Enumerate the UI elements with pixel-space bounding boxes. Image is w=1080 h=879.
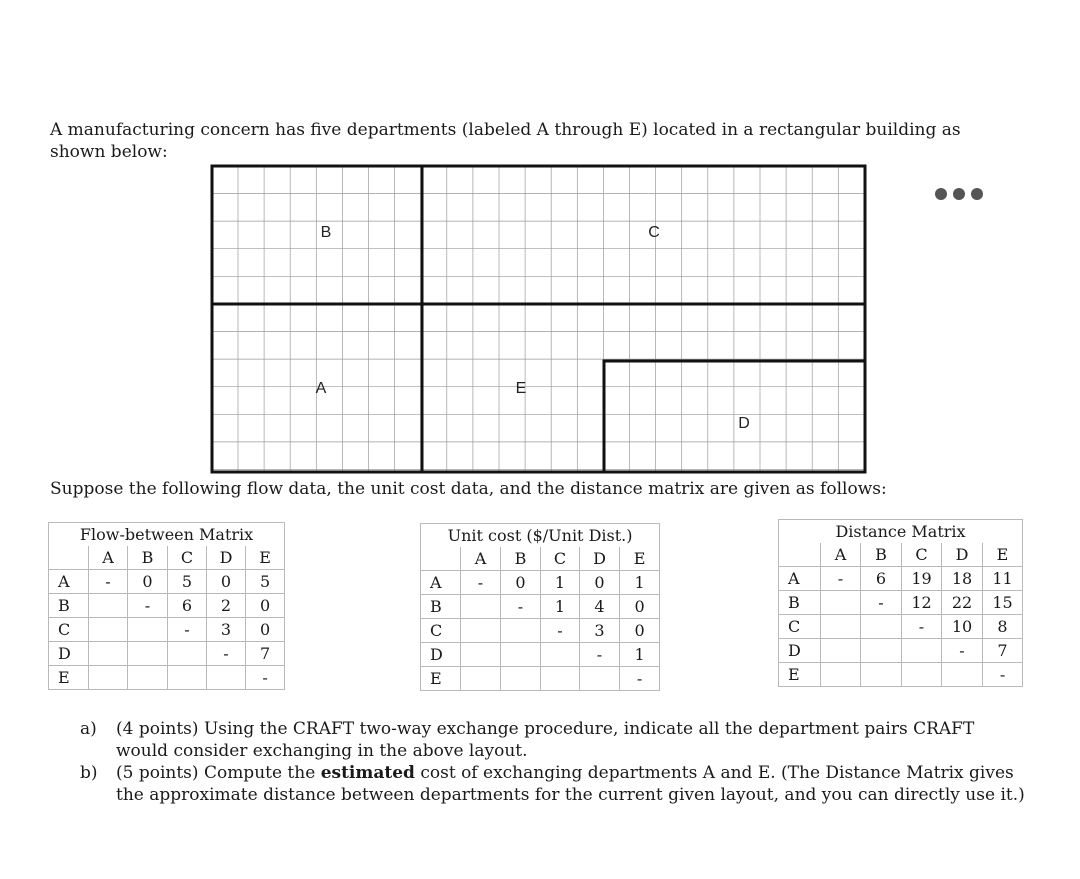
matrix-cell <box>89 618 128 642</box>
matrix-cell <box>902 663 942 687</box>
matrix-cell: 6 <box>168 594 207 618</box>
matrix-cell: 0 <box>246 618 285 642</box>
matrix-column-header: B <box>128 546 168 570</box>
matrix-row-header: A <box>421 571 461 595</box>
matrix-row-header: D <box>421 643 461 667</box>
matrix-cell: 3 <box>207 618 246 642</box>
matrix-cell <box>580 667 620 691</box>
matrix-cell: 1 <box>541 595 580 619</box>
matrix-row-header: C <box>49 618 89 642</box>
matrix-column-header: D <box>207 546 246 570</box>
matrix-row-header: E <box>421 667 461 691</box>
matrix-cell: 19 <box>902 567 942 591</box>
matrix-cell: 7 <box>246 642 285 666</box>
question-a-text: (4 points) Using the CRAFT two-way exchange procedure, indicate all the department pairs CRAFT would consider exchanging in the above layout. <box>116 719 975 761</box>
department-e-label: E <box>515 380 527 397</box>
matrix-cell: - <box>128 594 168 618</box>
matrix-row <box>421 595 660 619</box>
matrix-cell <box>541 643 580 667</box>
department-d-label: D <box>738 415 750 432</box>
matrix-cell: 0 <box>620 595 660 619</box>
matrix-cell: 12 <box>902 591 942 615</box>
matrix-cell <box>89 642 128 666</box>
matrix-column-header: A <box>89 546 128 570</box>
matrix-cell: 1 <box>620 643 660 667</box>
matrix-row-header: B <box>421 595 461 619</box>
matrix-corner-cell <box>779 543 821 567</box>
matrix-cell: 5 <box>246 570 285 594</box>
matrix-column-header: E <box>620 547 660 571</box>
matrix-cell: 0 <box>501 571 541 595</box>
department-b-label: B <box>320 224 332 241</box>
matrix-row-header: A <box>49 570 89 594</box>
matrix-cell: 4 <box>580 595 620 619</box>
matrix-row-header: A <box>779 567 821 591</box>
matrix-cell: - <box>580 643 620 667</box>
matrix-title: Distance Matrix <box>779 520 1023 544</box>
matrix-column-header: C <box>541 547 580 571</box>
matrix-cell <box>89 594 128 618</box>
matrix-cell: - <box>902 615 942 639</box>
matrix-column-header: A <box>461 547 501 571</box>
matrix-row-header: E <box>49 666 89 690</box>
matrix-cell <box>821 663 861 687</box>
matrix-column-header: B <box>861 543 902 567</box>
matrix-row <box>49 594 285 618</box>
matrix-row <box>421 667 660 691</box>
matrix-cell <box>128 642 168 666</box>
building-outline <box>212 166 865 472</box>
matrix-row <box>49 666 285 690</box>
matrix-column-header: C <box>902 543 942 567</box>
matrix-cell: - <box>942 639 983 663</box>
boundary-department-d <box>604 361 865 472</box>
distance-matrix-table <box>778 519 1023 687</box>
matrix-cell: 10 <box>942 615 983 639</box>
matrix-cell: 1 <box>541 571 580 595</box>
matrix-column-header: E <box>246 546 285 570</box>
matrix-cell <box>461 643 501 667</box>
matrix-cell: 22 <box>942 591 983 615</box>
matrix-cell: - <box>501 595 541 619</box>
matrix-corner-cell <box>49 546 89 570</box>
matrix-cell: - <box>89 570 128 594</box>
question-a <box>80 718 1030 762</box>
matrix-cell <box>902 639 942 663</box>
matrix-cell: - <box>461 571 501 595</box>
matrix-title: Unit cost ($/Unit Dist.) <box>421 524 660 548</box>
question-b-text-end: cost of exchanging departments A and E. (The Distance Matrix gives the approximate distance between departments for the current given layout, and you can directly use it.) <box>116 763 1025 805</box>
data-intro-paragraph: Suppose the following flow data, the unit cost data, and the distance matrix are given as follows: <box>50 479 887 499</box>
matrix-row <box>779 639 1023 663</box>
question-b <box>80 762 1030 806</box>
matrix-cell: 11 <box>983 567 1023 591</box>
matrix-cell: - <box>983 663 1023 687</box>
matrix-cell <box>821 639 861 663</box>
matrix-cell <box>821 615 861 639</box>
matrix-cell: 1 <box>620 571 660 595</box>
matrix-cell: - <box>246 666 285 690</box>
matrix-cell <box>821 591 861 615</box>
matrix-cell: - <box>861 591 902 615</box>
matrix-column-header: D <box>942 543 983 567</box>
matrix-cell <box>128 666 168 690</box>
question-a-label: a) <box>80 719 97 739</box>
questions-list <box>80 718 1030 806</box>
matrix-cell: 18 <box>942 567 983 591</box>
matrix-cell <box>501 619 541 643</box>
matrix-cell: 0 <box>620 619 660 643</box>
matrix-cell <box>501 667 541 691</box>
matrix-cell: 3 <box>580 619 620 643</box>
question-b-text-start: (5 points) Compute the <box>116 763 321 783</box>
matrix-cell <box>207 666 246 690</box>
matrix-cell: - <box>168 618 207 642</box>
matrix-row-header: C <box>779 615 821 639</box>
matrix-row <box>49 570 285 594</box>
matrix-row <box>779 567 1023 591</box>
department-boundaries <box>212 166 865 472</box>
matrix-cell <box>168 666 207 690</box>
matrix-row <box>421 571 660 595</box>
matrix-cell: 2 <box>207 594 246 618</box>
matrix-row <box>779 663 1023 687</box>
matrix-row-header: D <box>779 639 821 663</box>
matrix-cell <box>461 595 501 619</box>
matrix-cell: 5 <box>168 570 207 594</box>
matrix-cell: 15 <box>983 591 1023 615</box>
matrix-cell <box>501 643 541 667</box>
matrix-column-header: B <box>501 547 541 571</box>
matrix-cell: - <box>541 619 580 643</box>
matrix-row-header: C <box>421 619 461 643</box>
matrix-cell: 8 <box>983 615 1023 639</box>
matrix-title: Flow-between Matrix <box>49 523 285 547</box>
matrix-cell: - <box>207 642 246 666</box>
matrix-row-header: E <box>779 663 821 687</box>
matrix-row <box>421 619 660 643</box>
matrix-row-header: B <box>49 594 89 618</box>
matrix-column-header: A <box>821 543 861 567</box>
department-c-label: C <box>648 224 660 241</box>
matrix-row <box>779 615 1023 639</box>
matrix-row <box>49 642 285 666</box>
matrix-cell: 0 <box>580 571 620 595</box>
matrix-cell: 0 <box>207 570 246 594</box>
matrix-cell <box>461 667 501 691</box>
intro-paragraph: A manufacturing concern has five departments (labeled A through E) located in a rectangular building as shown below: <box>50 120 961 162</box>
matrix-column-header: C <box>168 546 207 570</box>
matrix-row <box>421 643 660 667</box>
matrix-cell: - <box>620 667 660 691</box>
more-options-icon[interactable] <box>935 186 987 202</box>
matrix-row <box>49 618 285 642</box>
matrix-cell <box>861 663 902 687</box>
department-a-label: A <box>315 380 327 397</box>
question-b-emphasis: estimated <box>320 763 415 783</box>
matrix-cell: 7 <box>983 639 1023 663</box>
matrix-row-header: D <box>49 642 89 666</box>
layout-grid <box>212 166 865 472</box>
matrix-corner-cell <box>421 547 461 571</box>
flow-matrix-table <box>48 522 285 690</box>
matrix-row <box>779 591 1023 615</box>
matrix-cell <box>168 642 207 666</box>
matrix-cell <box>861 615 902 639</box>
unit-cost-table <box>420 523 660 691</box>
matrix-column-header: E <box>983 543 1023 567</box>
matrix-cell <box>942 663 983 687</box>
matrix-cell: 0 <box>246 594 285 618</box>
matrix-column-header: D <box>580 547 620 571</box>
question-b-label: b) <box>80 763 98 783</box>
matrix-cell: 6 <box>861 567 902 591</box>
matrix-cell <box>89 666 128 690</box>
matrix-cell <box>541 667 580 691</box>
matrix-cell <box>128 618 168 642</box>
matrix-cell <box>461 619 501 643</box>
matrix-cell: 0 <box>128 570 168 594</box>
matrix-cell <box>861 639 902 663</box>
matrix-row-header: B <box>779 591 821 615</box>
matrix-cell: - <box>821 567 861 591</box>
